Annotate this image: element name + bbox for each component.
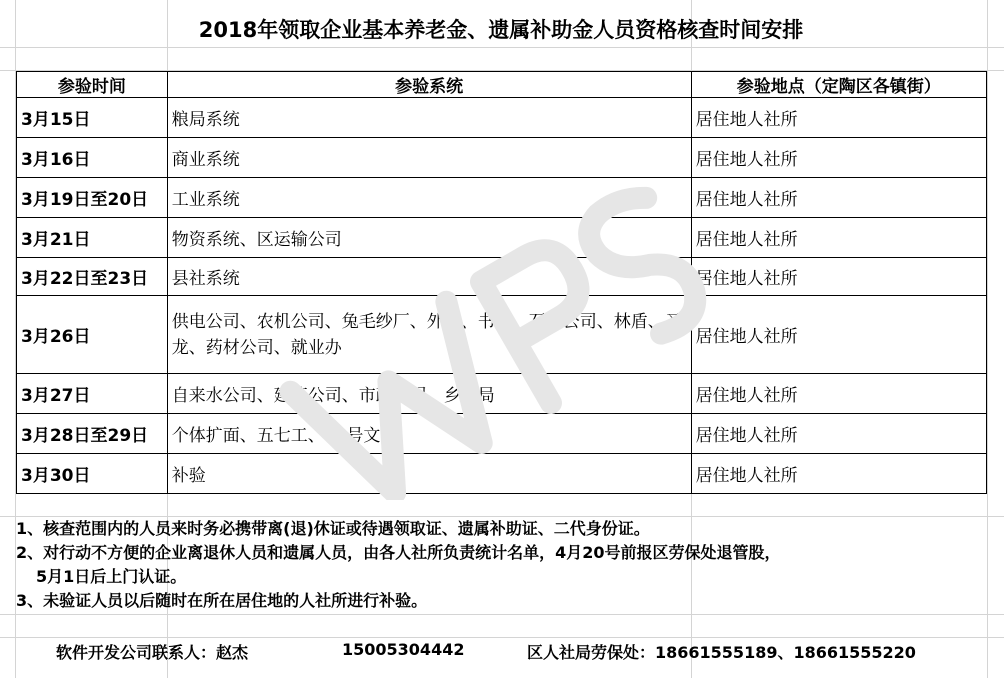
developer-contact[interactable]: 软件开发公司联系人：赵杰 (56, 643, 249, 662)
cell-place[interactable]: 居住地人社所 (691, 296, 986, 374)
grid-line (987, 0, 988, 678)
cell-place[interactable]: 居住地人社所 (691, 178, 986, 218)
schedule-table (16, 71, 987, 494)
notes-section (16, 517, 987, 613)
cell-place[interactable]: 居住地人社所 (691, 218, 986, 258)
cell-time[interactable]: 3月22日至23日 (17, 258, 168, 296)
table-row (17, 258, 987, 296)
header-place: 参验地点（定陶区各镇街） (691, 72, 986, 98)
table-row (17, 374, 987, 414)
cell-place[interactable]: 居住地人社所 (691, 454, 986, 494)
table-row (17, 178, 987, 218)
cell-time[interactable]: 3月16日 (17, 138, 168, 178)
cell-time[interactable]: 3月15日 (17, 98, 168, 138)
note-2[interactable]: 2、对行动不方便的企业离退休人员和遗属人员，由各人社所负责统计名单，4月20号前报区劳保处退管股， (16, 543, 781, 562)
table-row (17, 138, 987, 178)
cell-system[interactable]: 自来水公司、建筑公司、市政公司、乡企局 (167, 374, 691, 414)
header-system: 参验系统 (167, 72, 691, 98)
sheet-title: 2018年领取企业基本养老金、遗属补助金人员资格核查时间安排 (198, 18, 804, 42)
cell-system[interactable]: 工业系统 (167, 178, 691, 218)
cell-time[interactable]: 3月30日 (17, 454, 168, 494)
cell-system[interactable]: 供电公司、农机公司、兔毛纱厂、外贸、书店、石油公司、林盾、圣龙、药材公司、就业办 (167, 296, 691, 374)
table-row (17, 98, 987, 138)
cell-time[interactable]: 3月26日 (17, 296, 168, 374)
table-row (17, 218, 987, 258)
cell-place[interactable]: 居住地人社所 (691, 374, 986, 414)
cell-system[interactable]: 商业系统 (167, 138, 691, 178)
cell-system[interactable]: 县社系统 (167, 258, 691, 296)
table-row (17, 414, 987, 454)
table-header-row (17, 72, 987, 98)
cell-system[interactable]: 粮局系统 (167, 98, 691, 138)
cell-time[interactable]: 3月21日 (17, 218, 168, 258)
table-row (17, 296, 987, 374)
bureau-contact[interactable]: 区人社局劳保处：18661555189、18661555220 (527, 643, 916, 662)
cell-system[interactable]: 个体扩面、五七工、29号文 (167, 414, 691, 454)
cell-system[interactable]: 物资系统、区运输公司 (167, 218, 691, 258)
note-2-continued[interactable]: 5月1日后上门认证。 (36, 567, 187, 586)
cell-time[interactable]: 3月27日 (17, 374, 168, 414)
table-row (17, 454, 987, 494)
cell-place[interactable]: 居住地人社所 (691, 138, 986, 178)
grid-line (0, 614, 1004, 615)
grid-line (0, 637, 1004, 638)
cell-place[interactable]: 居住地人社所 (691, 258, 986, 296)
header-time: 参验时间 (17, 72, 168, 98)
cell-system[interactable]: 补验 (167, 454, 691, 494)
cell-place[interactable]: 居住地人社所 (691, 98, 986, 138)
cell-time[interactable]: 3月28日至29日 (17, 414, 168, 454)
note-3[interactable]: 3、未验证人员以后随时在所在居住地的人社所进行补验。 (16, 591, 428, 610)
cell-place[interactable]: 居住地人社所 (691, 414, 986, 454)
developer-phone[interactable]: 15005304442 (342, 640, 465, 659)
grid-line (0, 47, 1004, 48)
note-1[interactable]: 1、核查范围内的人员来时务必携带离(退)休证或待遇领取证、遗属补助证、二代身份证。 (16, 519, 650, 538)
cell-time[interactable]: 3月19日至20日 (17, 178, 168, 218)
